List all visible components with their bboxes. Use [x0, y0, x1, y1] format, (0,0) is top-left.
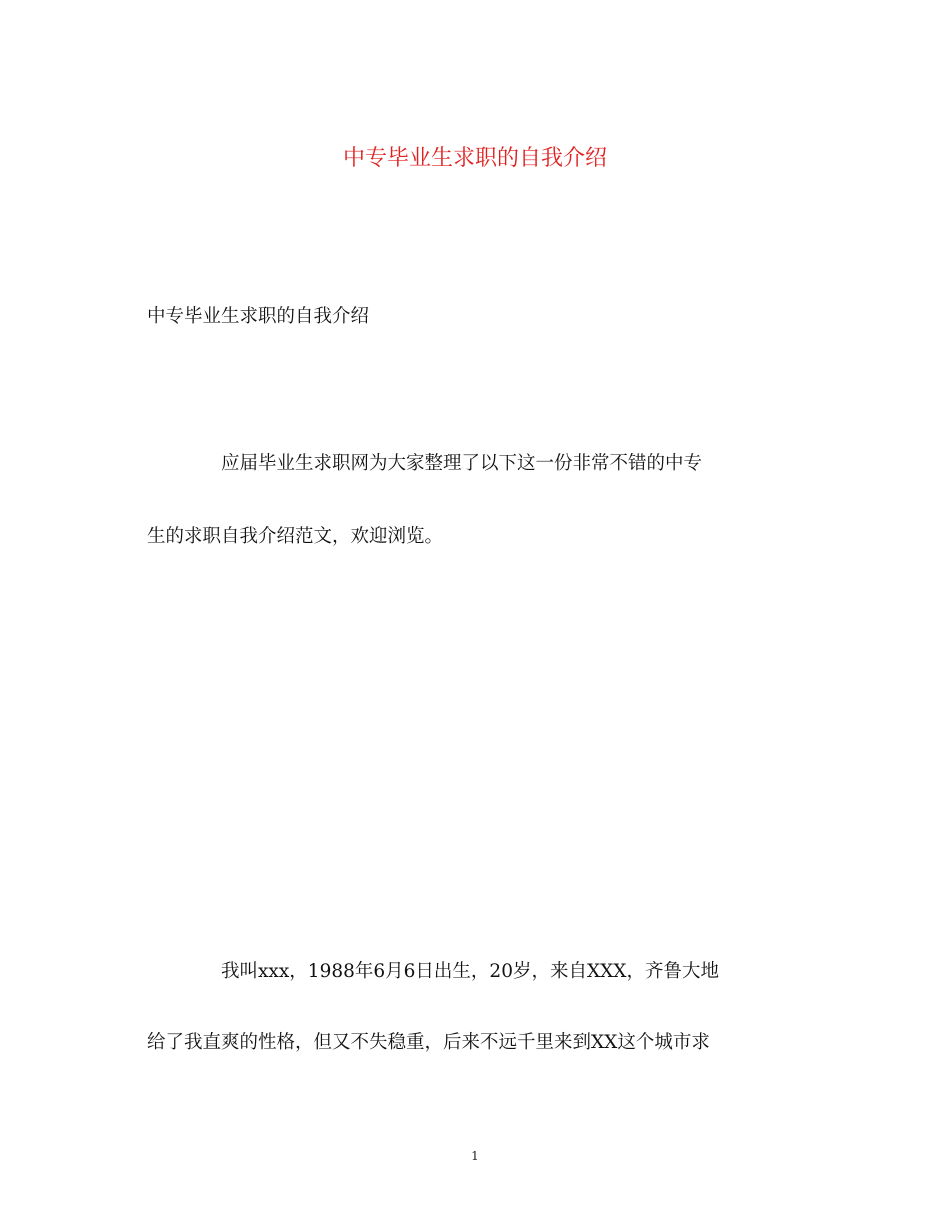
page-title: 中专毕业生求职的自我介绍	[342, 146, 607, 171]
document-heading: 中专毕业生求职的自我介绍	[147, 306, 370, 327]
paragraph-1-line-2: 生的求职自我介绍范文，欢迎浏览。	[147, 526, 444, 547]
page-number: 1	[471, 1149, 479, 1163]
paragraph-2-line-2: 给了我直爽的性格，但又不失稳重，后来不远千里来到XX这个城市求	[147, 1032, 710, 1053]
paragraph-2-line-1: 我叫xxx，1988年6月6日出生，20岁，来自XXX，齐鲁大地	[221, 961, 719, 982]
paragraph-1-line-1: 应届毕业生求职网为大家整理了以下这一份非常不错的中专	[221, 453, 703, 474]
